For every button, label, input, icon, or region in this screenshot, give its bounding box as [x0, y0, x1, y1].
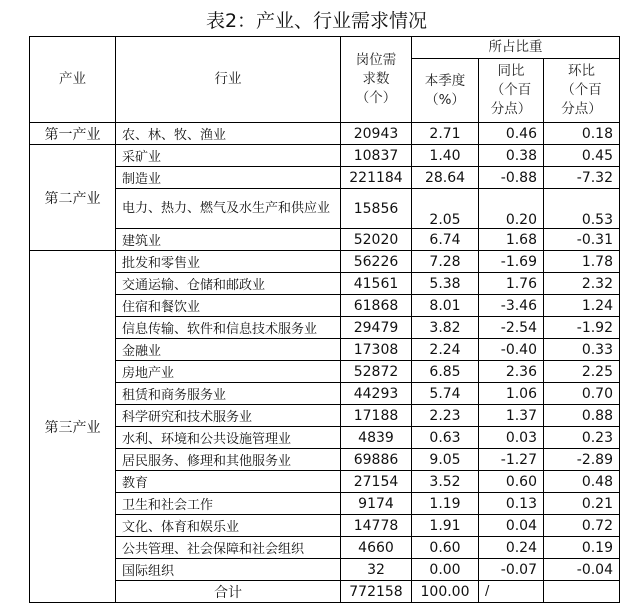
demand-cell: 221184: [341, 167, 412, 189]
qoq-cell: -2.89: [544, 449, 620, 471]
current-share-cell: 2.71: [412, 123, 479, 145]
yoy-cell: -0.40: [479, 339, 544, 361]
industry-demand-table: [29, 36, 620, 603]
industry-cell: 卫生和社会工作: [116, 493, 341, 515]
table-row: [30, 317, 620, 339]
current-share-cell: 1.40: [412, 145, 479, 167]
total-label: 合计: [116, 581, 341, 603]
table-row: [30, 471, 620, 493]
demand-cell: 52872: [341, 361, 412, 383]
yoy-cell: 0.20: [479, 189, 544, 229]
demand-cell: 17188: [341, 405, 412, 427]
current-share-cell: 9.05: [412, 449, 479, 471]
demand-cell: 44293: [341, 383, 412, 405]
qoq-cell: 1.24: [544, 295, 620, 317]
sector-cell: 第二产业: [30, 145, 116, 251]
current-share-cell: 2.24: [412, 339, 479, 361]
current-share-cell: 2.05: [412, 189, 479, 229]
demand-cell: 52020: [341, 229, 412, 251]
header-demand: 岗位需求数（个）: [341, 37, 412, 123]
demand-cell: 9174: [341, 493, 412, 515]
demand-cell: 17308: [341, 339, 412, 361]
qoq-cell: -0.04: [544, 559, 620, 581]
current-share-cell: 5.38: [412, 273, 479, 295]
qoq-cell: 0.23: [544, 427, 620, 449]
current-share-cell: 0.00: [412, 559, 479, 581]
current-share-cell: 28.64: [412, 167, 479, 189]
current-share-cell: 2.23: [412, 405, 479, 427]
demand-cell: 56226: [341, 251, 412, 273]
industry-cell: 交通运输、仓储和邮政业: [116, 273, 341, 295]
table-row: [30, 145, 620, 167]
header-industry: 行业: [116, 37, 341, 123]
qoq-cell: 2.25: [544, 361, 620, 383]
current-share-cell: 8.01: [412, 295, 479, 317]
current-share-cell: 1.91: [412, 515, 479, 537]
industry-cell: 居民服务、修理和其他服务业: [116, 449, 341, 471]
yoy-cell: 1.76: [479, 273, 544, 295]
qoq-cell: 0.70: [544, 383, 620, 405]
table-row: [30, 559, 620, 581]
table-title: 表2：产业、行业需求情况: [205, 10, 428, 32]
current-share-cell: 7.28: [412, 251, 479, 273]
demand-cell: 14778: [341, 515, 412, 537]
table-row: [30, 361, 620, 383]
demand-cell: 4660: [341, 537, 412, 559]
table-row: [30, 229, 620, 251]
demand-cell: 69886: [341, 449, 412, 471]
current-share-cell: 3.82: [412, 317, 479, 339]
yoy-cell: -0.88: [479, 167, 544, 189]
qoq-cell: 0.45: [544, 145, 620, 167]
total-demand: 772158: [341, 581, 412, 603]
yoy-cell: -1.27: [479, 449, 544, 471]
current-share-cell: 5.74: [412, 383, 479, 405]
industry-cell: 农、林、牧、渔业: [116, 123, 341, 145]
header-current: 本季度（%）: [412, 59, 479, 123]
table-row: [30, 251, 620, 273]
industry-cell: 制造业: [116, 167, 341, 189]
qoq-cell: 0.33: [544, 339, 620, 361]
demand-cell: 32: [341, 559, 412, 581]
table-row: [30, 405, 620, 427]
industry-cell: 信息传输、软件和信息技术服务业: [116, 317, 341, 339]
industry-cell: 国际组织: [116, 559, 341, 581]
qoq-cell: 0.21: [544, 493, 620, 515]
yoy-cell: -0.07: [479, 559, 544, 581]
yoy-cell: -2.54: [479, 317, 544, 339]
demand-cell: 29479: [341, 317, 412, 339]
industry-cell: 水利、环境和公共设施管理业: [116, 427, 341, 449]
header-sector: 产业: [30, 37, 116, 123]
qoq-cell: -1.92: [544, 317, 620, 339]
qoq-cell: -0.31: [544, 229, 620, 251]
qoq-cell: 0.48: [544, 471, 620, 493]
table-row: [30, 167, 620, 189]
yoy-cell: 1.68: [479, 229, 544, 251]
qoq-cell: 0.19: [544, 537, 620, 559]
demand-cell: 10837: [341, 145, 412, 167]
qoq-cell: 0.53: [544, 189, 620, 229]
qoq-cell: 0.18: [544, 123, 620, 145]
industry-cell: 租赁和商务服务业: [116, 383, 341, 405]
yoy-cell: 0.13: [479, 493, 544, 515]
table-row: [30, 537, 620, 559]
table-row: [30, 339, 620, 361]
table-row: [30, 123, 620, 145]
current-share-cell: 6.85: [412, 361, 479, 383]
yoy-cell: 0.24: [479, 537, 544, 559]
demand-cell: 20943: [341, 123, 412, 145]
sector-cell: 第一产业: [30, 123, 116, 145]
qoq-cell: 2.32: [544, 273, 620, 295]
total-current-share: 100.00: [412, 581, 479, 603]
industry-cell: 文化、体育和娱乐业: [116, 515, 341, 537]
industry-cell: 采矿业: [116, 145, 341, 167]
industry-cell: 批发和零售业: [116, 251, 341, 273]
qoq-cell: 1.78: [544, 251, 620, 273]
industry-cell: 电力、热力、燃气及水生产和供应业: [116, 189, 341, 229]
table-row: [30, 515, 620, 537]
yoy-cell: 1.37: [479, 405, 544, 427]
industry-cell: 建筑业: [116, 229, 341, 251]
header-yoy: 同比（个百分点）: [479, 59, 544, 123]
table-row: [30, 295, 620, 317]
yoy-cell: -3.46: [479, 295, 544, 317]
industry-cell: 金融业: [116, 339, 341, 361]
current-share-cell: 6.74: [412, 229, 479, 251]
yoy-cell: 0.46: [479, 123, 544, 145]
industry-cell: 公共管理、社会保障和社会组织: [116, 537, 341, 559]
table-row: [30, 189, 620, 229]
total-yoy: /: [479, 581, 544, 603]
sector-cell: 第三产业: [30, 251, 116, 603]
yoy-cell: 0.03: [479, 427, 544, 449]
demand-cell: 61868: [341, 295, 412, 317]
header-qoq: 环比（个百分点）: [544, 59, 620, 123]
demand-cell: 41561: [341, 273, 412, 295]
demand-cell: 15856: [341, 189, 412, 229]
yoy-cell: -1.69: [479, 251, 544, 273]
table-row: [30, 427, 620, 449]
table-row: [30, 273, 620, 295]
current-share-cell: 0.63: [412, 427, 479, 449]
demand-cell: 27154: [341, 471, 412, 493]
table-row: [30, 449, 620, 471]
total-qoq: [544, 581, 620, 603]
table-row: [30, 383, 620, 405]
total-row: [30, 581, 620, 603]
industry-cell: 住宿和餐饮业: [116, 295, 341, 317]
demand-cell: 4839: [341, 427, 412, 449]
current-share-cell: 1.19: [412, 493, 479, 515]
header-share-group: 所占比重: [412, 37, 620, 59]
qoq-cell: -7.32: [544, 167, 620, 189]
yoy-cell: 2.36: [479, 361, 544, 383]
yoy-cell: 0.60: [479, 471, 544, 493]
industry-cell: 科学研究和技术服务业: [116, 405, 341, 427]
qoq-cell: 0.88: [544, 405, 620, 427]
qoq-cell: 0.72: [544, 515, 620, 537]
table-body: [30, 123, 620, 603]
industry-cell: 房地产业: [116, 361, 341, 383]
yoy-cell: 0.04: [479, 515, 544, 537]
current-share-cell: 0.60: [412, 537, 479, 559]
table-row: [30, 493, 620, 515]
current-share-cell: 3.52: [412, 471, 479, 493]
industry-cell: 教育: [116, 471, 341, 493]
yoy-cell: 0.38: [479, 145, 544, 167]
yoy-cell: 1.06: [479, 383, 544, 405]
